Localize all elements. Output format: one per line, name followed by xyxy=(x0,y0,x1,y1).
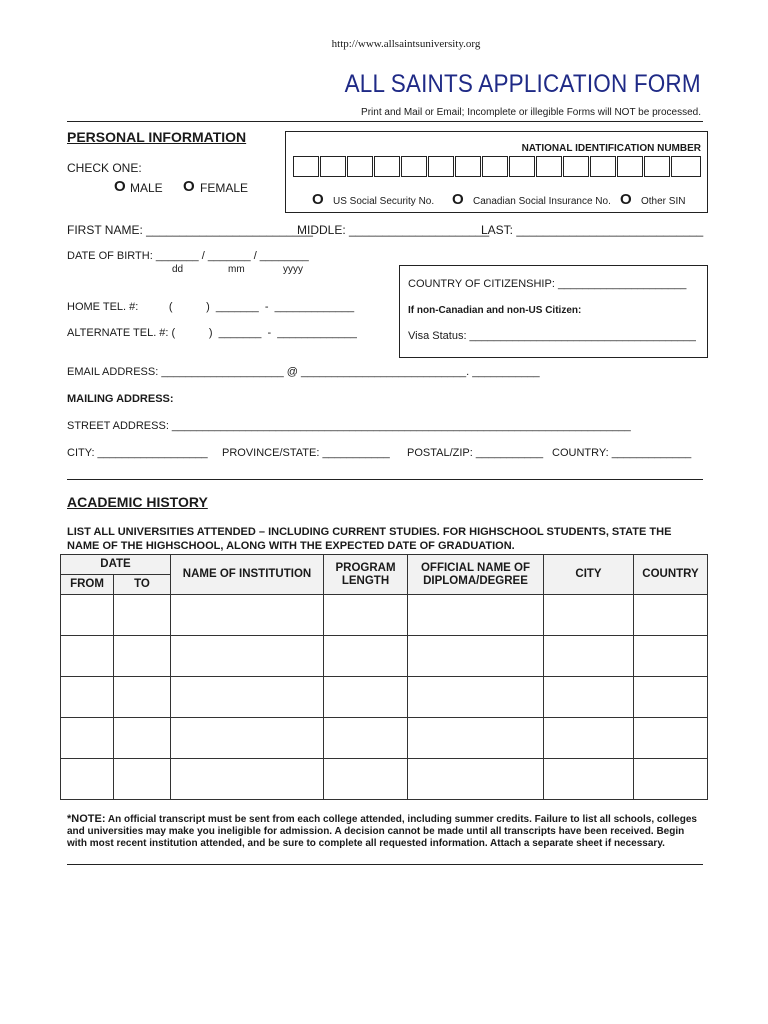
nid-cell[interactable] xyxy=(401,156,427,177)
nid-cell[interactable] xyxy=(428,156,454,177)
nid-cell[interactable] xyxy=(293,156,319,177)
academic-instructions-line-1: LIST ALL UNIVERSITIES ATTENDED – INCLUDING CURRENT STUDIES. FOR HIGHSCHOOL STUDENTS, STATE THE xyxy=(67,526,672,538)
diploma-column-header xyxy=(408,555,544,595)
table-cell[interactable] xyxy=(634,718,708,759)
table-cell[interactable] xyxy=(408,636,544,677)
date-column-header: DATE xyxy=(61,555,171,575)
nid-cell[interactable] xyxy=(320,156,346,177)
table-cell[interactable] xyxy=(408,595,544,636)
table-cell[interactable] xyxy=(114,718,171,759)
national-id-heading: NATIONAL IDENTIFICATION NUMBER xyxy=(521,143,701,154)
table-cell[interactable] xyxy=(114,595,171,636)
table-cell[interactable] xyxy=(324,759,408,800)
table-row xyxy=(61,677,708,718)
from-column-header: FROM xyxy=(61,575,114,595)
table-cell[interactable] xyxy=(634,595,708,636)
table-row xyxy=(61,636,708,677)
table-cell[interactable] xyxy=(114,677,171,718)
footer-rule xyxy=(67,864,703,865)
table-cell[interactable] xyxy=(634,636,708,677)
table-cell[interactable] xyxy=(114,636,171,677)
table-cell[interactable] xyxy=(171,636,324,677)
note-text: An official transcript must be sent from each college attended, including summer credits. Failure to list all schools, colleges and universities may make you ineligible for admission. A decision cannot be made until all transcripts have been received. Begin with most recent institution attended, and be sure to complete all requested information. Attach a separate sheet if necessary. xyxy=(67,814,697,849)
section-rule xyxy=(67,479,703,480)
table-cell[interactable] xyxy=(544,759,634,800)
table-row xyxy=(61,718,708,759)
home-tel-field[interactable]: HOME TEL. #: ( ) _______ - _____________ xyxy=(67,301,355,313)
table-cell[interactable] xyxy=(544,595,634,636)
female-label: FEMALE xyxy=(200,181,249,195)
table-cell[interactable] xyxy=(171,595,324,636)
country-column-header: COUNTRY xyxy=(634,555,708,595)
check-one-label: CHECK ONE: xyxy=(67,161,142,175)
transcript-note xyxy=(67,813,703,850)
nid-cell[interactable] xyxy=(536,156,562,177)
academic-history-heading: ACADEMIC HISTORY xyxy=(67,494,208,510)
other-sin-label: Other SIN xyxy=(641,196,686,207)
website-url: http://www.allsaintsuniversity.org xyxy=(331,38,481,50)
nid-cell[interactable] xyxy=(671,156,701,177)
nid-cell[interactable] xyxy=(374,156,400,177)
first-name-field[interactable]: FIRST NAME: _________________________ xyxy=(67,223,313,237)
table-row xyxy=(61,595,708,636)
postal-zip-field[interactable]: POSTAL/ZIP: ___________ xyxy=(407,447,544,459)
nid-cell[interactable] xyxy=(347,156,373,177)
us-ssn-radio[interactable]: O xyxy=(312,191,324,208)
nid-cell[interactable] xyxy=(644,156,670,177)
last-name-field[interactable]: LAST: ____________________________ xyxy=(481,223,704,237)
table-cell[interactable] xyxy=(408,759,544,800)
table-cell[interactable] xyxy=(544,718,634,759)
program-length-header-line-1: PROGRAM xyxy=(335,561,396,574)
male-radio[interactable]: O xyxy=(114,178,126,195)
table-cell[interactable] xyxy=(61,636,114,677)
dob-year-hint: yyyy xyxy=(283,264,303,275)
dob-month-hint: mm xyxy=(228,264,245,275)
dob-day-hint: dd xyxy=(172,264,184,275)
us-ssn-label: US Social Security No. xyxy=(333,196,435,207)
table-cell[interactable] xyxy=(324,636,408,677)
program-length-header-line-2: LENGTH xyxy=(341,574,390,587)
table-cell[interactable] xyxy=(61,677,114,718)
table-cell[interactable] xyxy=(171,718,324,759)
institution-column-header: NAME OF INSTITUTION xyxy=(171,555,324,595)
male-label: MALE xyxy=(130,181,163,195)
table-cell[interactable] xyxy=(408,677,544,718)
visa-status-field[interactable]: Visa Status: _____________________________________ xyxy=(408,330,696,342)
table-cell[interactable] xyxy=(61,595,114,636)
canadian-sin-label: Canadian Social Insurance No. xyxy=(473,196,611,207)
table-cell[interactable] xyxy=(634,677,708,718)
nid-cell[interactable] xyxy=(482,156,508,177)
alternate-tel-field[interactable]: ALTERNATE TEL. #: ( ) _______ - _____________ xyxy=(67,327,357,339)
to-column-header: TO xyxy=(114,575,171,595)
nid-cell[interactable] xyxy=(590,156,616,177)
table-row xyxy=(61,759,708,800)
form-title: ALL SAINTS APPLICATION FORM xyxy=(344,70,701,98)
table-cell[interactable] xyxy=(61,759,114,800)
city-column-header: CITY xyxy=(544,555,634,595)
header-rule xyxy=(67,121,703,122)
email-address-field[interactable]: EMAIL ADDRESS: ____________________ @ ___________________________. ___________ xyxy=(67,366,540,378)
table-cell[interactable] xyxy=(114,759,171,800)
nid-cell[interactable] xyxy=(455,156,481,177)
nid-cell[interactable] xyxy=(617,156,643,177)
canadian-sin-radio[interactable]: O xyxy=(452,191,464,208)
table-cell[interactable] xyxy=(408,718,544,759)
table-cell[interactable] xyxy=(324,718,408,759)
table-cell[interactable] xyxy=(61,718,114,759)
table-cell[interactable] xyxy=(324,677,408,718)
city-field[interactable]: CITY: __________________ xyxy=(67,447,208,459)
mailing-address-label: MAILING ADDRESS: xyxy=(67,393,174,405)
country-of-citizenship-field[interactable]: COUNTRY OF CITIZENSHIP: _____________________ xyxy=(408,278,687,290)
table-cell[interactable] xyxy=(324,595,408,636)
diploma-header-line-1: OFFICIAL NAME OF xyxy=(420,561,531,574)
street-address-field[interactable]: STREET ADDRESS: ___________________________________________________________________________ xyxy=(67,420,631,432)
province-state-field[interactable]: PROVINCE/STATE: ___________ xyxy=(222,447,390,459)
diploma-header-line-2: DIPLOMA/DEGREE xyxy=(423,574,528,587)
academic-instructions-line-2: NAME OF THE HIGHSCHOOL, ALONG WITH THE EXPECTED DATE OF GRADUATION. xyxy=(67,540,515,552)
table-cell[interactable] xyxy=(634,759,708,800)
date-of-birth-field[interactable]: DATE OF BIRTH: _______ / _______ / ________ xyxy=(67,250,309,262)
nid-cell[interactable] xyxy=(509,156,535,177)
table-cell[interactable] xyxy=(171,759,324,800)
personal-info-heading: PERSONAL INFORMATION xyxy=(67,129,247,145)
female-radio[interactable]: O xyxy=(183,178,195,195)
academic-history-table xyxy=(60,554,708,800)
nid-cell[interactable] xyxy=(563,156,589,177)
other-sin-radio[interactable]: O xyxy=(620,191,632,208)
non-citizen-label: If non-Canadian and non-US Citizen: xyxy=(408,305,582,316)
program-length-column-header xyxy=(324,555,408,595)
table-cell[interactable] xyxy=(171,677,324,718)
note-label: *NOTE: xyxy=(67,813,106,825)
middle-name-field[interactable]: MIDDLE: _____________________ xyxy=(297,223,490,237)
table-cell[interactable] xyxy=(544,677,634,718)
form-subtitle: Print and Mail or Email; Incomplete or illegible Forms will NOT be processed. xyxy=(361,107,701,118)
table-cell[interactable] xyxy=(544,636,634,677)
country-field[interactable]: COUNTRY: _____________ xyxy=(552,447,692,459)
